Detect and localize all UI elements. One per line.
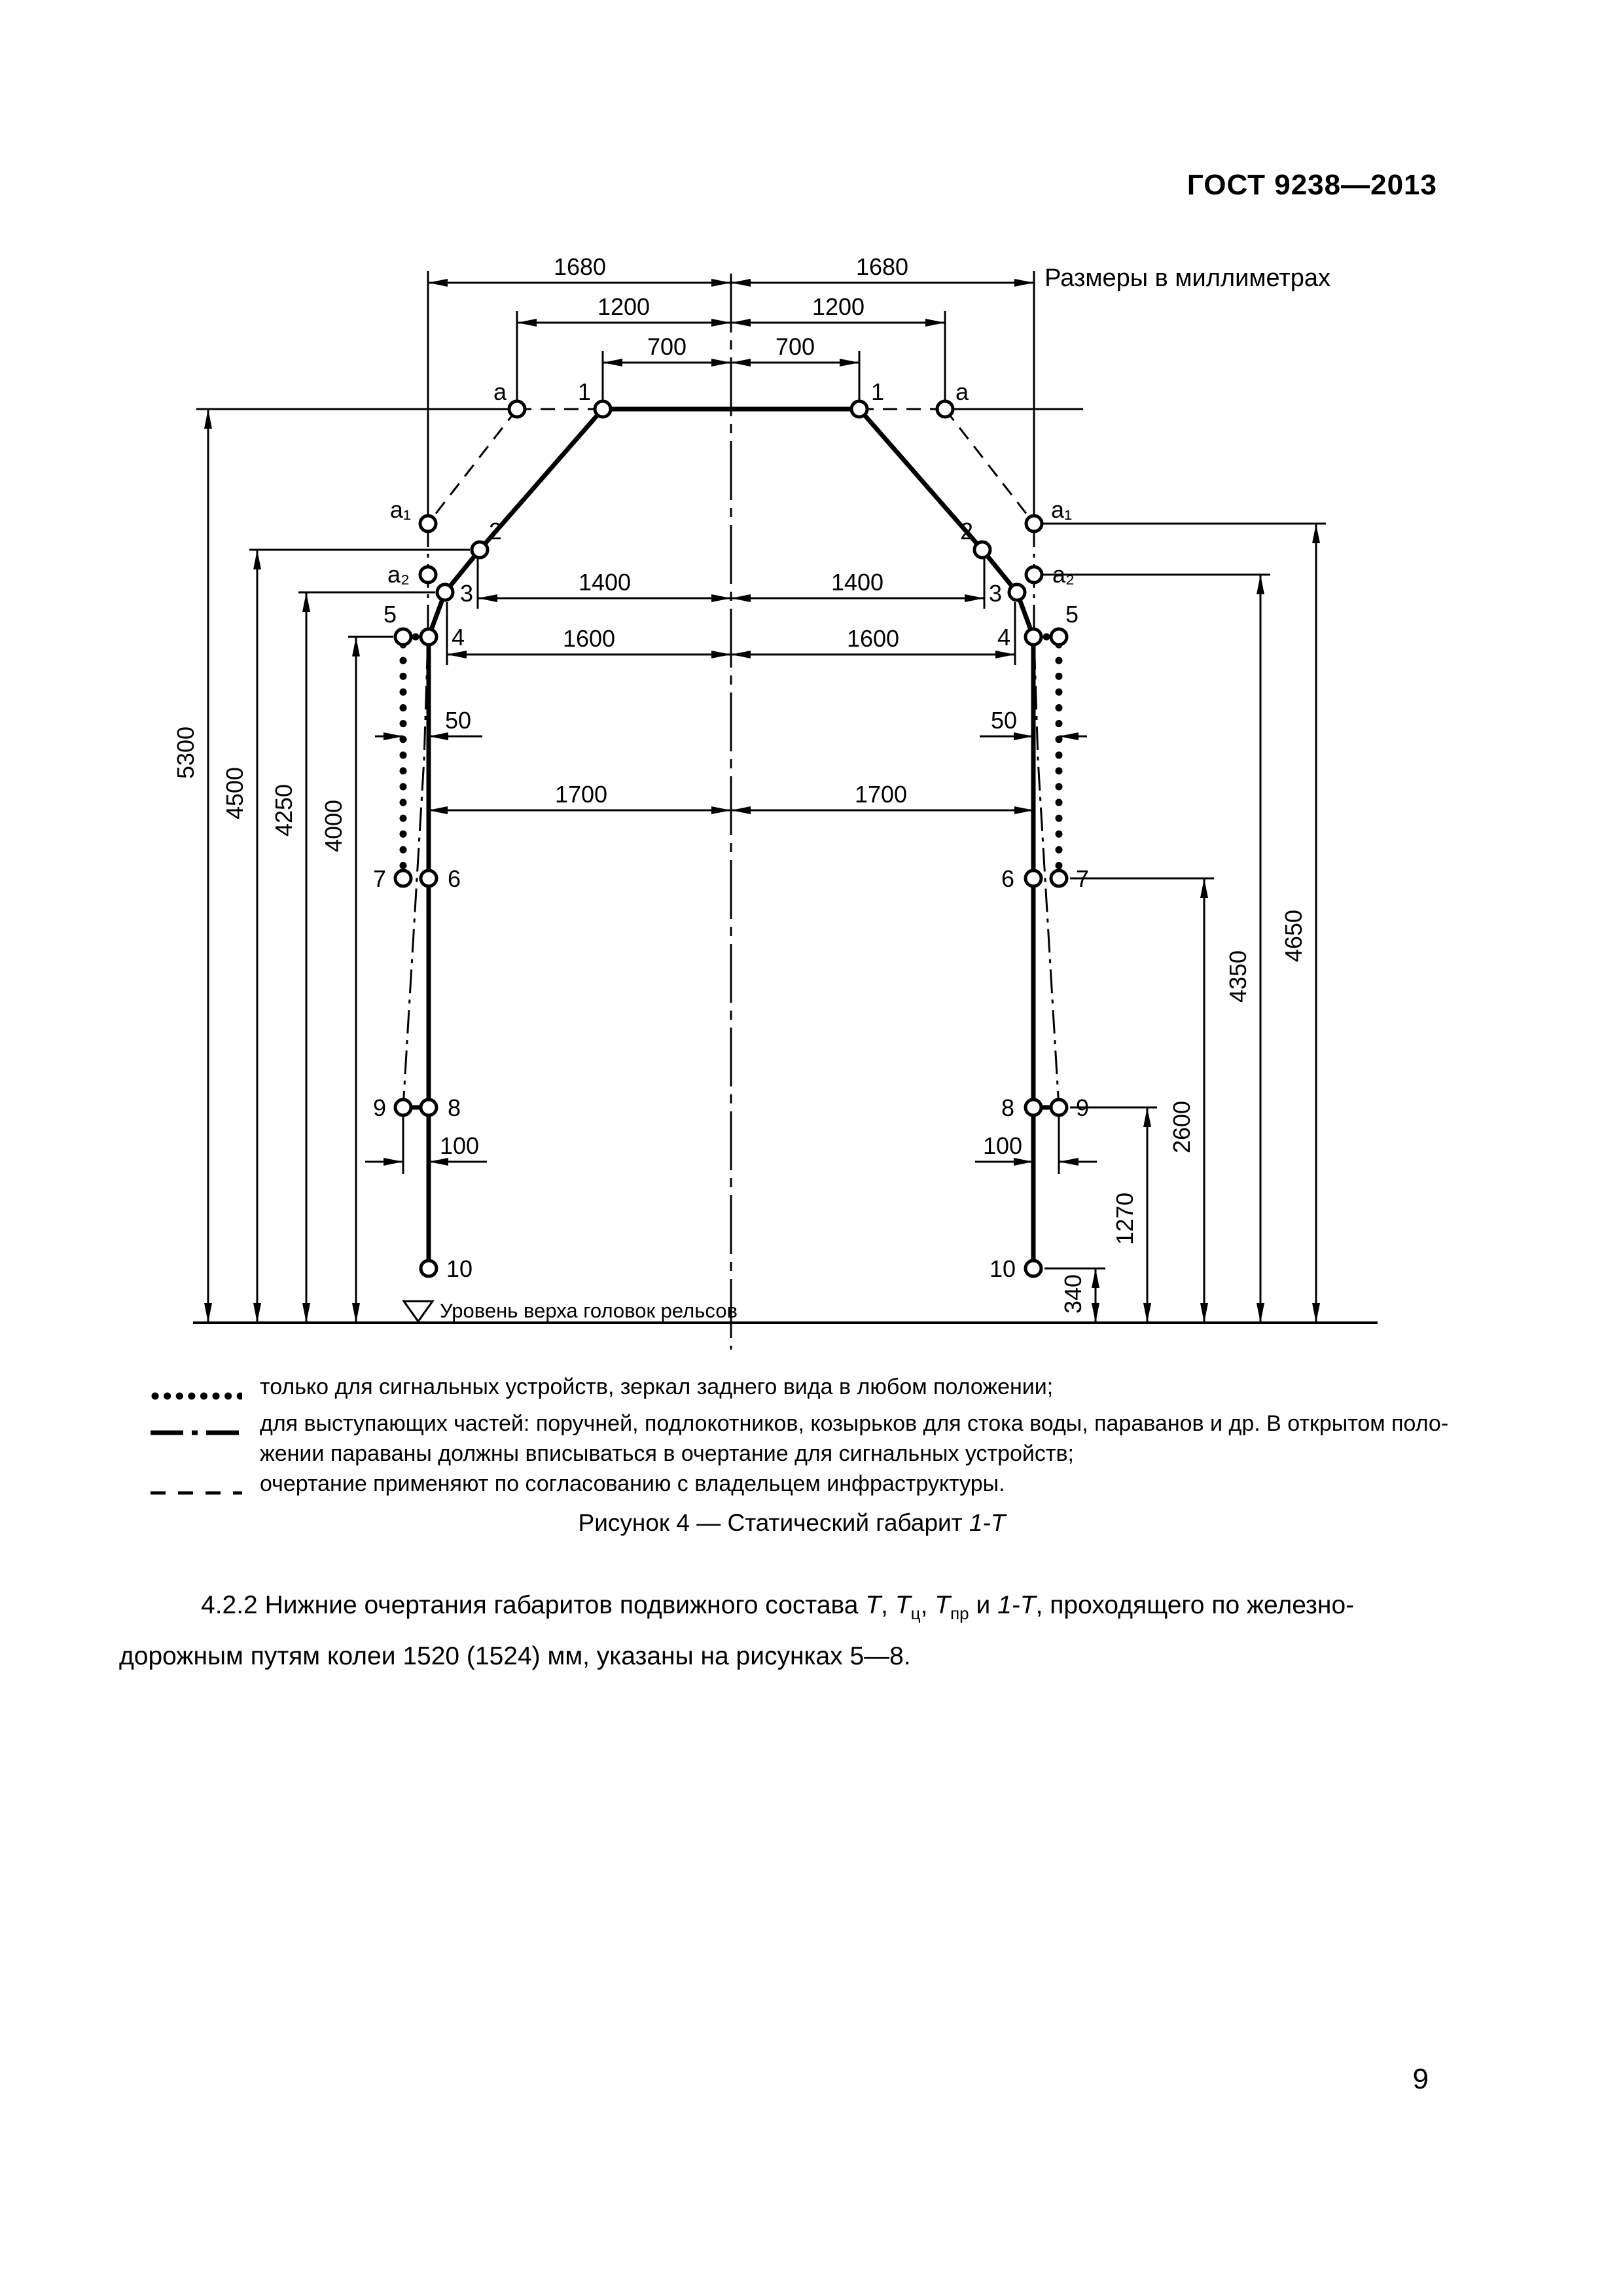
dim-1400-left: 1400	[578, 569, 632, 596]
label-6-right: 6	[1001, 865, 1014, 892]
label-5-right: 5	[1065, 601, 1079, 628]
dim-4500: 4500	[221, 766, 248, 820]
label-a-right: a	[955, 378, 969, 405]
dim-50-left: 50	[444, 707, 472, 734]
label-1-left: 1	[577, 378, 591, 405]
clause-intro: 4.2.2 Нижние очертания габаритов подвижного состава	[201, 1591, 866, 1619]
clause-4-2-2	[119, 1584, 1507, 1678]
legend-row-protruding-parts	[151, 1408, 1505, 1469]
label-8-right: 8	[1001, 1094, 1014, 1121]
label-6-left: 6	[448, 865, 461, 892]
rail-level-marker-icon	[404, 1301, 433, 1321]
label-8-left: 8	[448, 1094, 461, 1121]
extension-lines	[196, 271, 1326, 1268]
dim-1600-right: 1600	[846, 625, 900, 652]
units-note: Размеры в миллиметрах	[1044, 264, 1330, 292]
label-2-left: 2	[488, 518, 503, 545]
dim-1400-right: 1400	[830, 569, 884, 596]
dim-1270: 1270	[1111, 1192, 1138, 1246]
label-a-left: a	[493, 378, 507, 405]
label-4-right: 4	[997, 624, 1010, 651]
dim-700-left: 700	[647, 333, 687, 360]
dim-4000: 4000	[320, 799, 347, 853]
label-4-left: 4	[452, 624, 465, 651]
dim-100-left: 100	[439, 1132, 480, 1159]
label-a1-left: a₁	[389, 496, 411, 523]
label-a1-right: a₁	[1051, 496, 1073, 523]
signal-devices-dotted-line	[403, 637, 1059, 878]
label-10-left: 10	[446, 1255, 473, 1282]
dim-1200-left: 1200	[597, 293, 651, 320]
label-9-left: 9	[372, 1094, 386, 1121]
dim-4650: 4650	[1280, 909, 1307, 963]
dim-50-right: 50	[990, 707, 1018, 734]
dim-1700-left: 1700	[554, 781, 608, 808]
sep: ,	[881, 1591, 895, 1619]
gauge-Tpr: Т	[935, 1591, 951, 1619]
label-3-right: 3	[988, 580, 1002, 607]
gauge-Tc-sub: ц	[910, 1603, 921, 1623]
figure-caption-gauge: 1-Т	[969, 1509, 1006, 1536]
sep: и	[969, 1591, 998, 1619]
legend-text-signal-devices: только для сигнальных устройств, зеркал заднего вида в любом положении;	[260, 1374, 1054, 1399]
label-3-left: 3	[460, 580, 474, 607]
label-5-left: 5	[383, 601, 397, 628]
label-10-right: 10	[989, 1255, 1016, 1282]
rail-level-label: Уровень верха головок рельсов	[440, 1299, 738, 1322]
figure-caption	[118, 1509, 1466, 1537]
sep: ,	[920, 1591, 935, 1619]
dim-5300: 5300	[172, 726, 199, 780]
legend-row-signal-devices	[151, 1372, 1505, 1408]
dash-dot-line-icon	[151, 1408, 260, 1445]
dim-700-right: 700	[775, 333, 815, 360]
dim-4250: 4250	[270, 783, 297, 837]
dim-1680-left: 1680	[553, 253, 607, 280]
dim-1200-right: 1200	[812, 293, 865, 320]
legend-text-protruding-line2: жении параваны должны вписываться в очертание для сигнальных устройств;	[260, 1441, 1074, 1466]
legend-text-protruding-parts	[260, 1408, 1505, 1469]
standard-number: ГОСТ 9238—2013	[1186, 169, 1437, 201]
gauge-Tc: Т	[895, 1591, 911, 1619]
clause-line1-end: , проходящего по железно-	[1035, 1591, 1355, 1619]
dim-1680-right: 1680	[855, 253, 909, 280]
label-7-left: 7	[372, 865, 386, 892]
dim-1600-left: 1600	[562, 625, 616, 652]
dim-1700-right: 1700	[854, 781, 908, 808]
legend-text-agreement-outline: очертание применяют по согласованию с владельцем инфраструктуры.	[260, 1471, 1005, 1496]
label-a2-right: a₂	[1052, 561, 1075, 588]
figure-caption-text: Рисунок 4 — Статический габарит	[578, 1509, 969, 1536]
label-7-right: 7	[1076, 865, 1090, 892]
label-9-right: 9	[1076, 1094, 1090, 1121]
gauge-1T: 1-Т	[997, 1591, 1036, 1619]
label-2-right: 2	[959, 518, 974, 545]
legend-row-agreement-outline	[151, 1469, 1505, 1505]
clause-line2: дорожным путям колеи 1520 (1524) мм, указаны на рисунках 5—8.	[119, 1641, 911, 1670]
page-number: 9	[1412, 2063, 1429, 2095]
gauge-Tpr-sub: пр	[950, 1603, 969, 1623]
dotted-line-icon	[151, 1372, 260, 1408]
legend-text-protruding-line1: для выступающих частей: поручней, подлокотников, козырьков для стока воды, параванов и др. В открытом поло-	[260, 1411, 1449, 1436]
label-1-right: 1	[871, 378, 885, 405]
dim-100-right: 100	[982, 1132, 1023, 1159]
dashed-line-icon	[151, 1469, 260, 1505]
dim-340: 340	[1060, 1274, 1086, 1314]
dim-4350: 4350	[1224, 950, 1251, 1003]
gauge-T: Т	[865, 1591, 882, 1619]
label-a2-left: a₂	[387, 561, 410, 588]
dim-2600: 2600	[1168, 1100, 1195, 1154]
legend	[151, 1372, 1505, 1505]
vertical-dimension-labels	[172, 726, 1307, 1314]
